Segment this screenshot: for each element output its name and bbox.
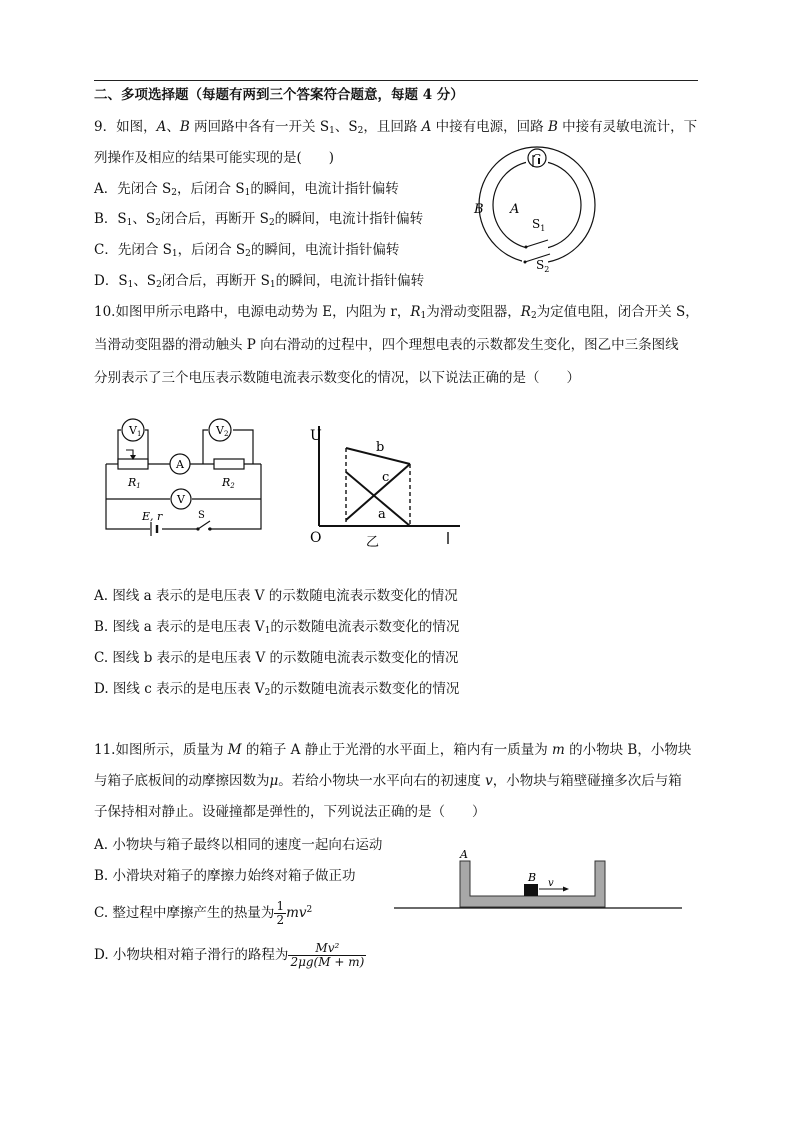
v2-label: V2 bbox=[216, 424, 229, 438]
block-b-label: B bbox=[528, 871, 537, 884]
q11-option-d: D. 小物块相对箱子滑行的路程为 $\frac{\text{Mv²}}{2\mu g(M + m)}$ bbox=[94, 941, 365, 969]
resistor-r2-icon bbox=[214, 459, 244, 469]
q10-option-b: B. 图线 a 表示的是电压表 $V_1$的示数随电流表示数变化的情况 bbox=[94, 619, 460, 636]
q10-ui-graph bbox=[306, 420, 470, 550]
q9-line1: 9．如图，A、B 两回路中各有一开关 $S_1$、$S_2$，且回路 A 中接有电源，回路 B 中接有灵敏电流计，下 bbox=[94, 119, 698, 136]
graph-a-label: a bbox=[378, 507, 386, 522]
q10-option-c: C. 图线 b 表示的是电压表 V 的示数随电流表示数变化的情况 bbox=[94, 650, 459, 666]
q11-option-a: A. 小物块与箱子最终以相同的速度一起向右运动 bbox=[94, 837, 383, 853]
q9-option-d: D．$S_1$、$S_2$闭合后，再断开 $S_1$的瞬间，电流计指针偏转 bbox=[94, 273, 425, 290]
q10-option-a: A. 图线 a 表示的是电压表 V 的示数随电流表示数变化的情况 bbox=[94, 588, 458, 604]
q10-circuit-diagram bbox=[98, 412, 278, 554]
block-b-shape bbox=[524, 884, 538, 896]
r2-label: R2 bbox=[222, 476, 235, 490]
emf-label: E, r bbox=[142, 510, 163, 523]
box-a-label: A bbox=[460, 848, 468, 861]
graph-u-label: U bbox=[310, 428, 322, 444]
q10-option-d: D. 图线 c 表示的是电压表 $V_2$的示数随电流表示数变化的情况 bbox=[94, 681, 460, 698]
q11-line2: 与箱子底板间的动摩擦因数为μ。若给小物块一水平向右的初速度 v，小物块与箱壁碰撞多次后与箱 bbox=[94, 773, 682, 789]
graph-caption: 乙 bbox=[366, 535, 380, 550]
q11-line1: 11.如图所示，质量为 M 的箱子 A 静止于光滑的水平面上，箱内有一质量为 m 的小物块 B，小物块 bbox=[94, 742, 692, 758]
q11-line3: 子保持相对静止。设碰撞都是弹性的，下列说法正确的是（ ） bbox=[94, 804, 486, 820]
loop-a-label: A bbox=[510, 202, 520, 217]
q9-option-a: A．先闭合 $S_2$，后闭合 $S_1$的瞬间，电流计指针偏转 bbox=[94, 181, 399, 198]
switch-label: S bbox=[198, 510, 205, 521]
fraction-path-length: $\frac{\text{Mv²}}{2\mu g(M + m)}$ bbox=[290, 941, 365, 969]
q10-line3: 分别表示了三个电压表示数随电流表示数变化的情况，以下说法正确的是（ ） bbox=[94, 370, 580, 386]
s1-label: $S_1$ bbox=[532, 217, 546, 233]
q9-option-c: C．先闭合 $S_1$，后闭合 $S_2$的瞬间，电流计指针偏转 bbox=[94, 242, 400, 259]
loop-a-circle bbox=[493, 161, 581, 249]
top-rule bbox=[94, 80, 698, 81]
fraction-one-half: $\frac{1}{2}$ bbox=[276, 899, 285, 927]
q9-line2: 列操作及相应的结果可能实现的是( ) bbox=[94, 150, 335, 166]
v1-label: V1 bbox=[129, 424, 142, 438]
switch-icon bbox=[198, 521, 210, 529]
q9-figure-circuits bbox=[468, 145, 618, 275]
resistor-r1-icon bbox=[118, 459, 148, 469]
q9-option-b: B．$S_1$、$S_2$闭合后，再断开 $S_2$的瞬间，电流计指针偏转 bbox=[94, 211, 424, 228]
section-header: 二、多项选择题（每题有两到三个答案符合题意，每题 4 分） bbox=[94, 87, 464, 103]
q11-option-b: B. 小滑块对箱子的摩擦力始终对箱子做正功 bbox=[94, 868, 356, 884]
q10-line1: 10.如图甲所示电路中，电源电动势为 E，内阻为 r，$R_1$为滑动变阻器，$R_2$为定值电阻，闭合开关 S， bbox=[94, 304, 699, 321]
ammeter-label: A bbox=[176, 458, 184, 471]
q10-line2: 当滑动变阻器的滑动触头 P 向右滑动的过程中，四个理想电表的示数都发生变化，图乙中三条图线 bbox=[94, 337, 679, 353]
graph-b-label: b bbox=[376, 440, 385, 455]
graph-origin-label: O bbox=[310, 530, 322, 546]
loop-b-label: B bbox=[474, 202, 484, 217]
q11-box-figure bbox=[392, 846, 684, 912]
graph-c-label: c bbox=[382, 470, 390, 485]
q11-option-c: C. 整过程中摩擦产生的热量为 $\frac{1}{2}$ $mv^2$ bbox=[94, 899, 313, 927]
voltmeter-label: V bbox=[177, 493, 185, 506]
r1-label: R1 bbox=[128, 476, 141, 490]
s2-label: $S_2$ bbox=[536, 258, 550, 274]
velocity-label: v bbox=[548, 878, 554, 889]
